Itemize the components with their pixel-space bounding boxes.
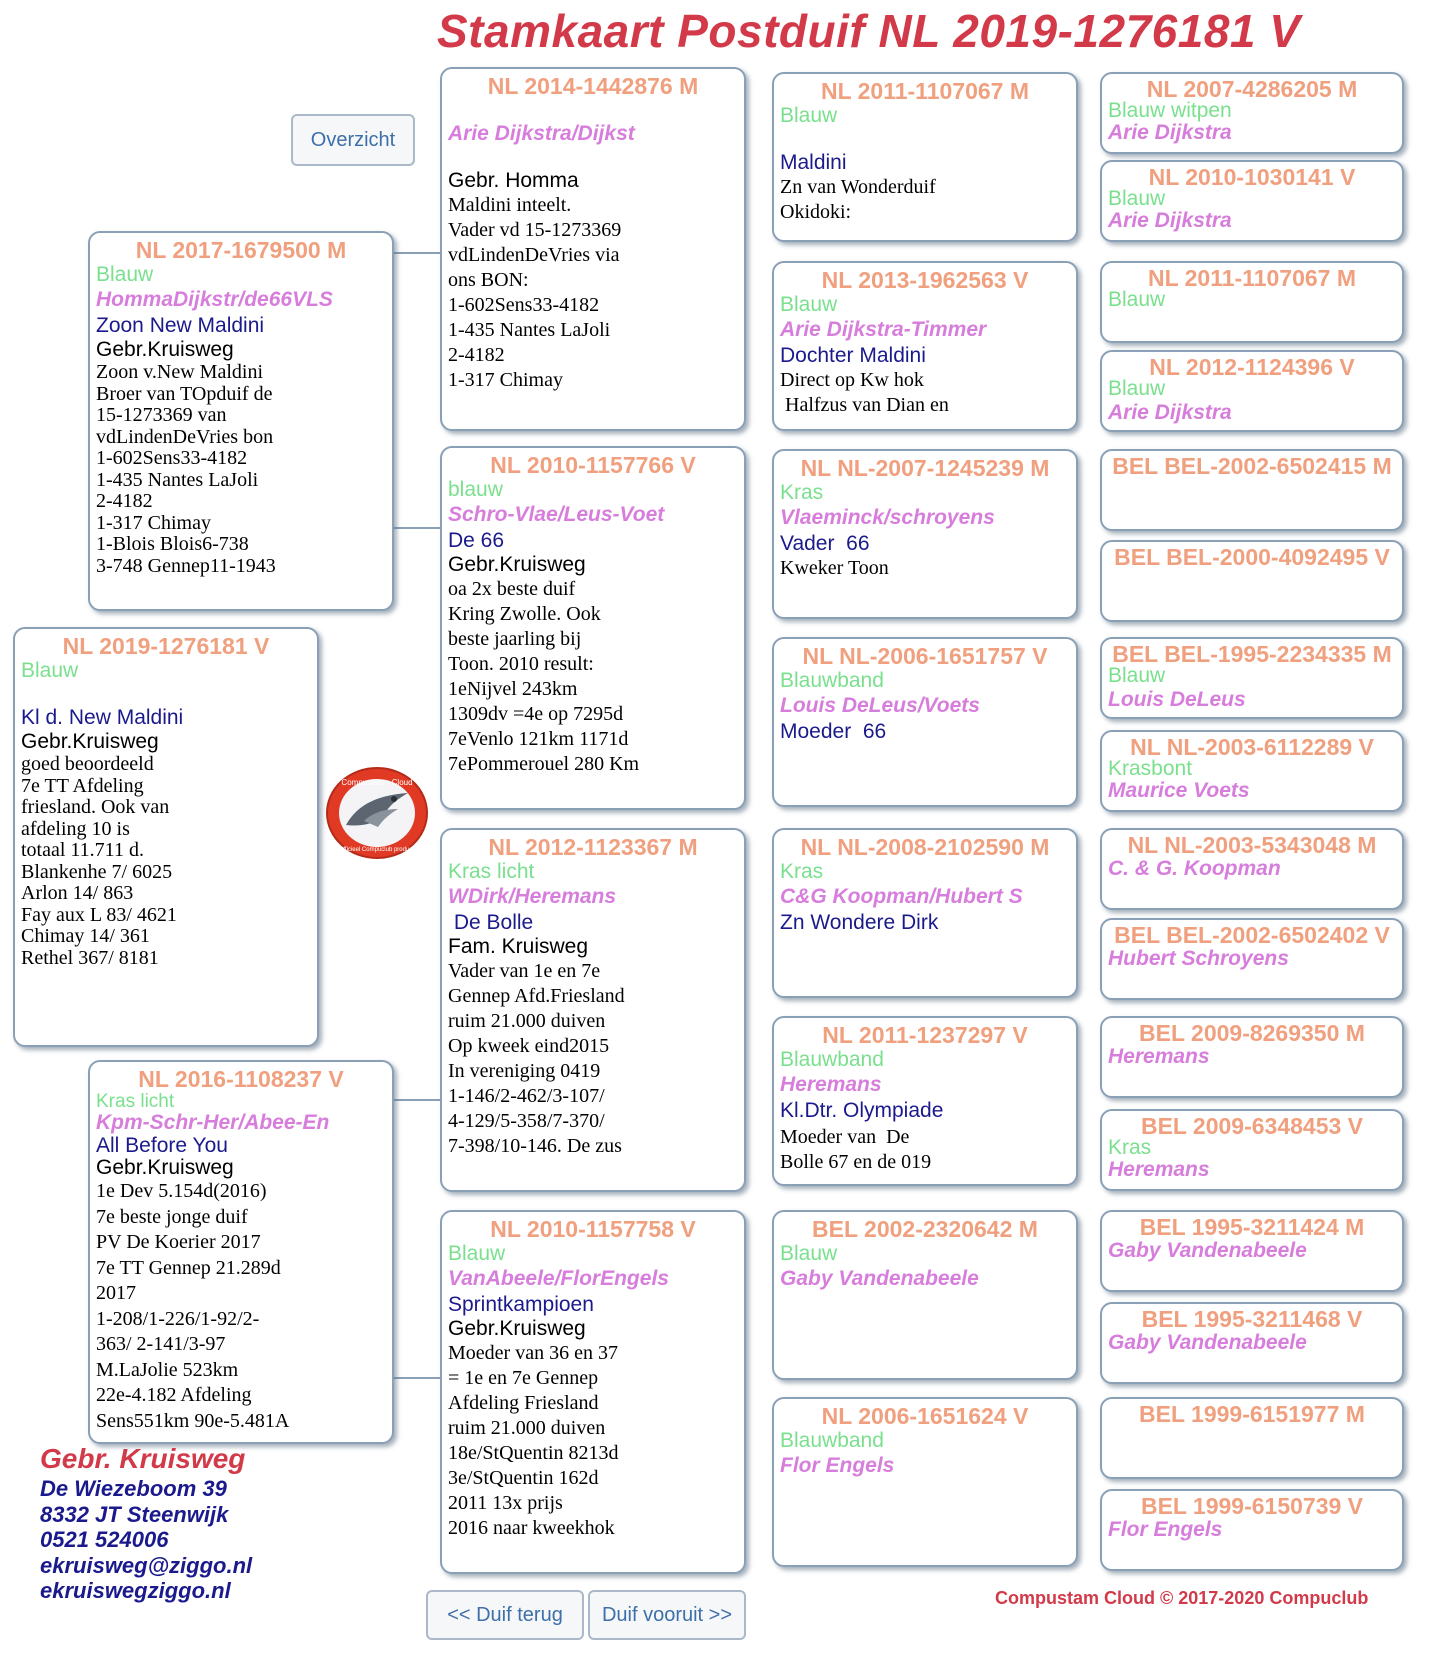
pigeon-notes: Zoon v.New Maldini Broer van TOpduif de 15-1273369 van vdLindenDeVries bon 1-602Sens33-4182 1-435 Nantes LaJoli 2-4182 1-317 Chimay 1-Blois Blois6-738 3-748 Gennep11-1943 xyxy=(96,361,276,577)
pigeon-name: Kl d. New Maldini xyxy=(21,706,184,729)
pigeon-notes: oa 2x beste duif Kring Zwolle. Ook beste jaarling bij Toon. 2010 result: 1eNijvel 243km 1309dv =4e op 7295d 7eVenlo 121km 1171d 7ePommerouel 280 Km xyxy=(448,578,640,775)
pigeon-breeder: Schro-Vlae/Leus-Voet xyxy=(448,503,665,526)
pigeon-card-great-grandparent-7[interactable] xyxy=(772,1210,1078,1380)
pigeon-breeder: WDirk/Heremans xyxy=(448,885,617,908)
pigeon-card-gg-8[interactable] xyxy=(1100,730,1404,812)
logo-top-text: Compustam - Cloud xyxy=(341,778,413,787)
ring-number: NL 2011-1107067 M xyxy=(820,78,1029,104)
pigeon-breeder: Arie Dijkstra/Dijkst xyxy=(448,122,635,145)
pigeon-card-great-grandparent-4[interactable] xyxy=(772,637,1078,807)
pigeon-color: Blauw xyxy=(21,659,79,682)
pigeon-card-great-grandparent-8[interactable] xyxy=(772,1397,1078,1567)
contact-address: De Wiezeboom 39 xyxy=(40,1476,227,1501)
pigeon-color: Kras xyxy=(780,860,824,883)
pigeon-breeder: Heremans xyxy=(780,1073,882,1096)
contact-email-alt: ekruiswegziggo.nl xyxy=(40,1578,231,1603)
pigeon-owner: Gebr.Kruisweg xyxy=(448,1317,586,1340)
contact-city: 8332 JT Steenwijk xyxy=(40,1501,229,1527)
pigeon-breeder: Kpm-Schr-Her/Abee-En xyxy=(96,1111,330,1134)
ring-number: BEL 1995-3211468 V xyxy=(1141,1306,1363,1332)
pigeon-notes: Zn van Wonderduif Okidoki: xyxy=(780,176,936,223)
pigeon-notes: goed beoordeeld 7e TT Afdeling friesland. Ook van afdeling 10 is totaal 11.711 d. Blankenhe 7/ 6025 Arlon 14/ 863 Fay aux L 83/ 4621 Chimay 14/ 361 Rethel 367/ 8181 xyxy=(21,753,177,969)
pigeon-notes: Vader van 1e en 7e Gennep Afd.Friesland ruim 21.000 duiven Op kweek eind2015 In vereniging 0419 1-146/2-462/3-107/ 4-129/5-358/7-370/ 7-398/10-146. De zus xyxy=(448,960,625,1157)
pigeon-color: Blauw xyxy=(448,1242,506,1265)
pigeon-breeder: Gaby Vandenabeele xyxy=(1108,1239,1307,1262)
pigeon-card-gg-7[interactable] xyxy=(1100,637,1404,719)
pigeon-name: Moeder 66 xyxy=(780,720,887,743)
pigeon-notes: Maldini inteelt. Vader vd 15-1273369 vdLindenDeVries via ons BON: 1-602Sens33-4182 1-435 Nantes LaJoli 2-4182 1-317 Chimay xyxy=(448,194,622,391)
ring-number: NL 2013-1962563 V xyxy=(821,267,1029,293)
pigeon-card-grandparent-4[interactable] xyxy=(440,1210,746,1574)
pigeon-color: Blauw xyxy=(1108,187,1166,210)
connector-line xyxy=(392,252,442,254)
pigeon-color: Kras licht xyxy=(96,1091,175,1112)
pigeon-notes: Direct op Kw hok Halfzus van Dian en xyxy=(780,369,949,416)
pigeon-color: Blauwband xyxy=(780,1429,884,1452)
pigeon-card-gg-11[interactable] xyxy=(1100,1016,1404,1098)
next-pigeon-button[interactable]: Duif vooruit >> xyxy=(588,1590,746,1640)
pigeon-card-gg-6[interactable] xyxy=(1100,540,1404,622)
pigeon-card-gg-5[interactable] xyxy=(1100,449,1404,531)
pigeon-color: Blauw xyxy=(780,293,838,316)
ring-number: NL 2006-1651624 V xyxy=(821,1403,1029,1429)
ring-number: NL 2011-1237297 V xyxy=(822,1022,1028,1048)
pigeon-breeder: Hubert Schroyens xyxy=(1108,947,1289,970)
pigeon-name: All Before You xyxy=(96,1134,228,1157)
ring-number: BEL 1999-6151977 M xyxy=(1139,1401,1365,1427)
pigeon-name: Dochter Maldini xyxy=(780,344,926,367)
copyright-text: Compustam Cloud © 2017-2020 Compuclub xyxy=(995,1588,1369,1608)
ring-number: BEL 2009-6348453 V xyxy=(1140,1113,1364,1139)
pigeon-color: Blauwband xyxy=(780,669,884,692)
ring-number: NL 2010-1157758 V xyxy=(490,1216,696,1242)
pigeon-card-gg-15[interactable] xyxy=(1100,1397,1404,1479)
pigeon-color: Blauw xyxy=(1108,664,1166,687)
pigeon-breeder: Arie Dijkstra-Timmer xyxy=(780,318,987,341)
ring-number: NL 2019-1276181 V xyxy=(62,633,270,659)
pigeon-color: blauw xyxy=(448,478,503,501)
pigeon-color: Blauw xyxy=(780,104,838,127)
pigeon-card-gg-13[interactable] xyxy=(1100,1210,1404,1292)
page-title: Stamkaart Postduif NL 2019-1276181 V xyxy=(437,5,1301,57)
contact-phone: 0521 524006 xyxy=(40,1527,169,1552)
pigeon-breeder: Heremans xyxy=(1108,1045,1210,1068)
pigeon-card-grandparent-1[interactable] xyxy=(440,67,746,431)
ring-number: NL 2014-1442876 M xyxy=(487,73,699,99)
ring-number: BEL BEL-2002-6502402 V xyxy=(1114,922,1390,948)
pigeon-breeder: Gaby Vandenabeele xyxy=(1108,1331,1307,1354)
pigeon-notes: Moeder van De Bolle 67 en de 019 xyxy=(780,1126,932,1173)
pigeon-card-grandparent-2[interactable] xyxy=(440,446,746,810)
ring-number: NL 2012-1123367 M xyxy=(488,834,698,860)
pigeon-color: Blauw xyxy=(96,263,154,286)
ring-number: BEL BEL-1995-2234335 M xyxy=(1112,641,1392,667)
pigeon-breeder: Vlaeminck/schroyens xyxy=(780,506,995,529)
pigeon-card-gg-4[interactable] xyxy=(1100,350,1404,432)
pigeon-card-gg-12[interactable] xyxy=(1100,1109,1404,1191)
pigeon-breeder: C&G Koopman/Hubert S xyxy=(780,885,1023,908)
pigeon-breeder: Gaby Vandenabeele xyxy=(780,1267,979,1290)
pigeon-name: De 66 xyxy=(448,529,505,552)
pigeon-name: Sprintkampioen xyxy=(448,1293,594,1316)
contact-name: Gebr. Kruisweg xyxy=(40,1443,246,1474)
pigeon-card-gg-1[interactable] xyxy=(1100,72,1404,154)
pigeon-breeder: Flor Engels xyxy=(780,1454,895,1477)
pigeon-name: Zn Wondere Dirk xyxy=(780,911,939,934)
ring-number: NL 2012-1124396 V xyxy=(1149,354,1355,380)
ring-number: BEL BEL-2002-6502415 M xyxy=(1112,453,1392,479)
contact-block xyxy=(40,1442,252,1604)
pigeon-card-subject[interactable] xyxy=(13,627,319,1047)
ring-number: NL 2017-1679500 M xyxy=(135,237,347,263)
compustam-logo xyxy=(324,765,430,861)
pigeon-breeder: Arie Dijkstra xyxy=(1108,121,1232,144)
pigeon-card-gg-14[interactable] xyxy=(1100,1302,1404,1384)
pigeon-owner: Gebr. Homma xyxy=(448,169,579,192)
ring-number: NL 2007-4286205 M xyxy=(1146,76,1358,102)
pigeon-owner: Gebr.Kruisweg xyxy=(96,1156,234,1179)
pigeon-color: Blauw xyxy=(1108,377,1166,400)
pigeon-name: Kl.Dtr. Olympiade xyxy=(780,1099,944,1122)
pigeon-color: Kras xyxy=(1108,1136,1152,1159)
connector-line xyxy=(392,1377,442,1379)
pigeon-name: Vader 66 xyxy=(780,532,870,555)
pigeon-card-father[interactable] xyxy=(88,231,394,611)
pigeon-card-great-grandparent-5[interactable] xyxy=(772,828,1078,998)
pigeon-name: Maldini xyxy=(780,151,847,174)
ring-number: NL 2010-1157766 V xyxy=(490,452,696,478)
pigeon-card-grandparent-3[interactable] xyxy=(440,828,746,1192)
pigeon-notes: 1e Dev 5.154d(2016) 7e beste jonge duif PV De Koerier 2017 7e TT Gennep 21.289d 2017 1-208/1-226/1-92/2- 363/ 2-141/3-97 M.LaJolie 523km 22e-4.182 Afdeling Sens551km 90e-5.481A xyxy=(96,1180,290,1432)
ring-number: BEL 2009-8269350 M xyxy=(1139,1020,1365,1046)
ring-number: NL 2010-1030141 V xyxy=(1148,164,1356,190)
pigeon-owner: Gebr.Kruisweg xyxy=(21,730,159,753)
pigeon-card-great-grandparent-1[interactable] xyxy=(772,72,1078,242)
pigeon-owner: Gebr.Kruisweg xyxy=(96,338,234,361)
ring-number: NL NL-2007-1245239 M xyxy=(800,455,1050,481)
pigeon-card-gg-10[interactable] xyxy=(1100,918,1404,1000)
pigeon-owner: Gebr.Kruisweg xyxy=(448,553,586,576)
pigeon-color: Blauw xyxy=(780,1242,838,1265)
pigeon-breeder: Flor Engels xyxy=(1108,1518,1223,1541)
overview-button[interactable]: Overzicht xyxy=(291,114,415,166)
pigeon-color: Kras xyxy=(780,481,824,504)
pigeon-card-gg-3[interactable] xyxy=(1100,261,1404,343)
pigeon-card-gg-2[interactable] xyxy=(1100,160,1404,242)
pigeon-card-gg-9[interactable] xyxy=(1100,828,1404,910)
pigeon-owner: Fam. Kruisweg xyxy=(448,935,589,958)
pigeon-breeder: Heremans xyxy=(1108,1158,1210,1181)
ring-number: NL NL-2003-5343048 M xyxy=(1127,832,1377,858)
pigeon-breeder: Louis DeLeus xyxy=(1108,688,1246,711)
pigeon-color: Blauw xyxy=(1108,288,1166,311)
pigeon-breeder: Maurice Voets xyxy=(1108,779,1250,802)
pigeon-breeder: C. & G. Koopman xyxy=(1108,857,1281,880)
ring-number: BEL 2002-2320642 M xyxy=(812,1216,1038,1242)
pigeon-breeder: Arie Dijkstra xyxy=(1108,209,1232,232)
ring-number: NL NL-2006-1651757 V xyxy=(802,643,1048,669)
pigeon-color: Blauwband xyxy=(780,1048,884,1071)
pigeon-breeder: Louis DeLeus/Voets xyxy=(780,694,980,717)
previous-pigeon-button[interactable]: << Duif terug xyxy=(426,1590,584,1640)
pigeon-card-great-grandparent-6[interactable] xyxy=(772,1016,1078,1186)
ring-number: NL NL-2003-6112289 V xyxy=(1130,734,1374,760)
ring-number: NL NL-2008-2102590 M xyxy=(800,834,1050,860)
pigeon-color: Krasbont xyxy=(1108,757,1193,780)
contact-email[interactable]: ekruisweg@ziggo.nl xyxy=(40,1552,253,1578)
connector-line xyxy=(392,527,442,529)
connector-line xyxy=(392,1099,442,1101)
ring-number: NL 2016-1108237 V xyxy=(138,1066,344,1092)
ring-number: BEL 1995-3211424 M xyxy=(1139,1214,1365,1240)
pigeon-breeder: HommaDijkstr/de66VLS xyxy=(96,288,333,311)
pigeon-notes: Moeder van 36 en 37 = 1e en 7e Gennep Afdeling Friesland ruim 21.000 duiven 18e/StQuentin 8213d 3e/StQuentin 162d 2011 13x prijs 2016 naar kweekhok xyxy=(448,1342,619,1539)
pigeon-breeder: Arie Dijkstra xyxy=(1108,401,1232,424)
pigeon-color: Kras licht xyxy=(448,860,535,883)
pigeon-card-gg-16[interactable] xyxy=(1100,1489,1404,1571)
pigeon-card-mother[interactable] xyxy=(88,1060,394,1444)
pigeon-card-great-grandparent-3[interactable] xyxy=(772,449,1078,619)
ring-number: BEL BEL-2000-4092495 V xyxy=(1114,544,1390,570)
pigeon-breeder: VanAbeele/FlorEngels xyxy=(448,1267,669,1290)
logo-bottom-text: officieel Compuclub product xyxy=(340,847,414,853)
pigeon-name: Zoon New Maldini xyxy=(96,314,265,337)
pigeon-notes: Kweker Toon xyxy=(780,557,889,579)
pigeon-card-great-grandparent-2[interactable] xyxy=(772,261,1078,431)
pigeon-color: Blauw witpen xyxy=(1108,99,1232,122)
pigeon-name: De Bolle xyxy=(448,911,534,934)
ring-number: NL 2011-1107067 M xyxy=(1147,265,1356,291)
ring-number: BEL 1999-6150739 V xyxy=(1140,1493,1364,1519)
